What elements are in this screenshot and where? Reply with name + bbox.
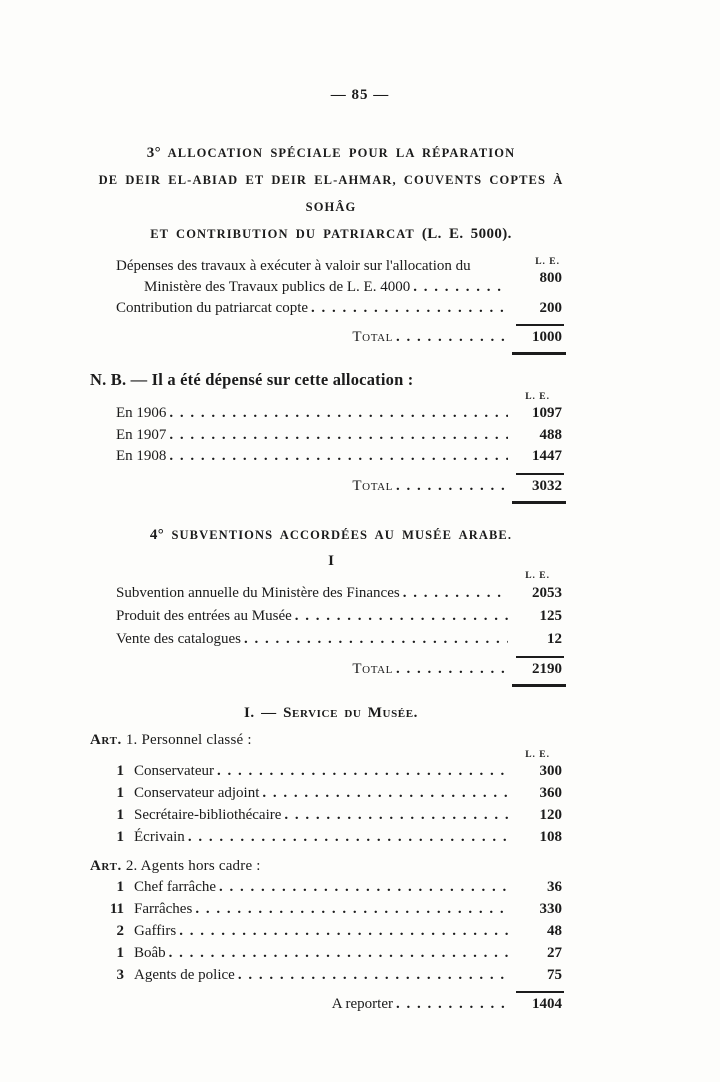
title-line-3: ET CONTRIBUTION DU PATRIARCAT (L. E. 5000). — [150, 226, 512, 242]
dot-leader — [259, 782, 508, 804]
carry-forward-row — [90, 993, 572, 1015]
dot-leader — [393, 993, 508, 1015]
row-amount: 125 — [539, 607, 562, 624]
section-service-musee — [90, 703, 572, 1015]
ledger-row — [116, 403, 572, 425]
service-title: I. — Service du Musée. — [243, 704, 419, 721]
ledger-row — [90, 826, 572, 848]
dot-leader — [166, 446, 508, 468]
ledger-row — [90, 782, 572, 804]
title-line-1: 3° ALLOCATION SPÉCIALE POUR LA RÉPARATION — [146, 145, 516, 161]
currency-header: L. E. — [525, 570, 550, 581]
page-number: — 85 — — [330, 87, 390, 103]
row-label: Dépenses des travaux à exécuter à valoir sur l'allocation du — [116, 258, 471, 274]
dot-leader — [166, 403, 508, 425]
total-row — [90, 658, 572, 680]
section-allocation — [90, 140, 572, 355]
row-amount: 1447 — [532, 448, 562, 464]
total-row — [90, 326, 572, 348]
row-label: Écrivain — [134, 828, 185, 845]
ledger-row — [116, 582, 572, 605]
row-label: Gaffirs — [134, 922, 177, 939]
dot-leader — [400, 582, 508, 605]
ledger-row — [116, 298, 572, 319]
row-quantity: 1 — [116, 944, 124, 961]
currency-header: L. E. — [535, 257, 560, 267]
dot-leader — [393, 658, 508, 680]
row-amount: 800 — [539, 270, 562, 286]
dot-leader — [308, 298, 508, 319]
row-label: En 1908 — [116, 448, 167, 464]
ledger-row — [90, 760, 572, 782]
row-amount: 330 — [539, 900, 562, 917]
row-label: Subvention annuelle du Ministère des Finances — [116, 584, 400, 601]
ledger-row — [116, 446, 572, 468]
currency-header: L. E. — [525, 392, 550, 402]
ledger-row — [90, 920, 572, 942]
row-quantity: 11 — [109, 900, 124, 917]
row-quantity: 1 — [116, 762, 124, 779]
row-label: En 1907 — [116, 426, 167, 443]
row-label: Boâb — [134, 944, 166, 961]
ledger-row — [116, 425, 572, 447]
row-quantity: 1 — [116, 806, 124, 823]
row-label: En 1906 — [116, 405, 167, 421]
ledger-row — [90, 876, 572, 898]
section-subventions-title: 4° SUBVENTIONS ACCORDÉES AU MUSÉE ARABE. — [149, 526, 513, 543]
row-label: Secrétaire-bibliothécaire — [134, 806, 282, 823]
article-1-heading: Art. 1. Personnel classé : — [90, 731, 252, 748]
section-nota-bene — [90, 369, 572, 504]
carry-forward-label: A reporter — [331, 995, 393, 1012]
section-allocation-title — [90, 140, 572, 248]
row-amount: 200 — [539, 300, 562, 316]
dot-leader — [185, 826, 508, 848]
total-amount: 2190 — [532, 660, 562, 677]
dot-leader — [166, 942, 508, 964]
dot-leader — [176, 920, 508, 942]
dot-leader — [214, 760, 508, 782]
row-label: Farrâches — [134, 900, 193, 917]
total-amount: 1000 — [532, 329, 562, 345]
dot-leader — [393, 326, 508, 348]
row-amount: 360 — [539, 784, 562, 801]
row-label: Produit des entrées au Musée — [116, 607, 292, 624]
row-amount: 12 — [547, 630, 562, 647]
allocation-table — [90, 256, 572, 355]
dot-leader — [166, 425, 508, 447]
row-label: Vente des catalogues — [116, 630, 241, 647]
carry-forward-amount: 1404 — [532, 995, 562, 1012]
article-2-heading: Art. 2. Agents hors cadre : — [90, 857, 261, 874]
row-label: Conservateur adjoint — [134, 784, 260, 801]
dot-leader — [410, 277, 508, 298]
ledger-row — [116, 256, 572, 298]
dot-leader — [393, 475, 508, 497]
row-amount: 36 — [547, 878, 562, 895]
nota-bene-intro: N. B. — Il a été dépensé sur cette allocation : — [90, 370, 414, 389]
row-amount: 120 — [539, 806, 562, 823]
ledger-row — [90, 804, 572, 826]
row-amount: 488 — [539, 426, 562, 443]
row-quantity: 2 — [116, 922, 124, 939]
row-amount: 1097 — [532, 405, 562, 421]
sum-rule-double — [512, 684, 566, 687]
dot-leader — [281, 804, 508, 826]
row-amount: 300 — [539, 762, 562, 779]
currency-header: L. E. — [525, 749, 550, 760]
ledger-row — [90, 964, 572, 986]
total-label: Total — [352, 329, 393, 345]
ledger-row — [116, 628, 572, 651]
dot-leader — [192, 898, 508, 920]
sum-rule-double — [512, 352, 566, 355]
total-amount: 3032 — [532, 477, 562, 494]
row-amount: 75 — [547, 966, 562, 983]
title-line-2: DE DEIR EL-ABIAD ET DEIR EL-AHMAR, COUVENTS COPTES À SOHÂG — [98, 173, 564, 214]
ledger-row — [90, 942, 572, 964]
row-amount: 2053 — [532, 584, 562, 601]
row-label: Conservateur — [134, 762, 214, 779]
ledger-row — [90, 898, 572, 920]
row-label-continued: Ministère des Travaux publics de L. E. 4000 — [144, 279, 411, 295]
row-amount: 108 — [539, 828, 562, 845]
row-amount: 48 — [547, 922, 562, 939]
part-numeral: I — [328, 552, 334, 569]
section-subventions — [90, 526, 572, 687]
dot-leader — [292, 605, 508, 628]
total-row — [90, 475, 572, 497]
row-label: Agents de police — [134, 966, 235, 983]
row-label: Contribution du patriarcat copte — [116, 300, 309, 316]
ledger-row — [116, 605, 572, 628]
row-quantity: 1 — [116, 878, 124, 895]
row-quantity: 1 — [116, 828, 124, 845]
total-label: Total — [352, 660, 393, 677]
sum-rule-double — [512, 501, 566, 504]
row-quantity: 3 — [116, 966, 124, 983]
row-quantity: 1 — [116, 784, 124, 801]
dot-leader — [235, 964, 508, 986]
row-label: Chef farrâche — [134, 878, 217, 895]
dot-leader — [241, 628, 508, 651]
row-amount: 27 — [547, 944, 562, 961]
total-label: Total — [352, 477, 393, 494]
dot-leader — [216, 876, 508, 898]
